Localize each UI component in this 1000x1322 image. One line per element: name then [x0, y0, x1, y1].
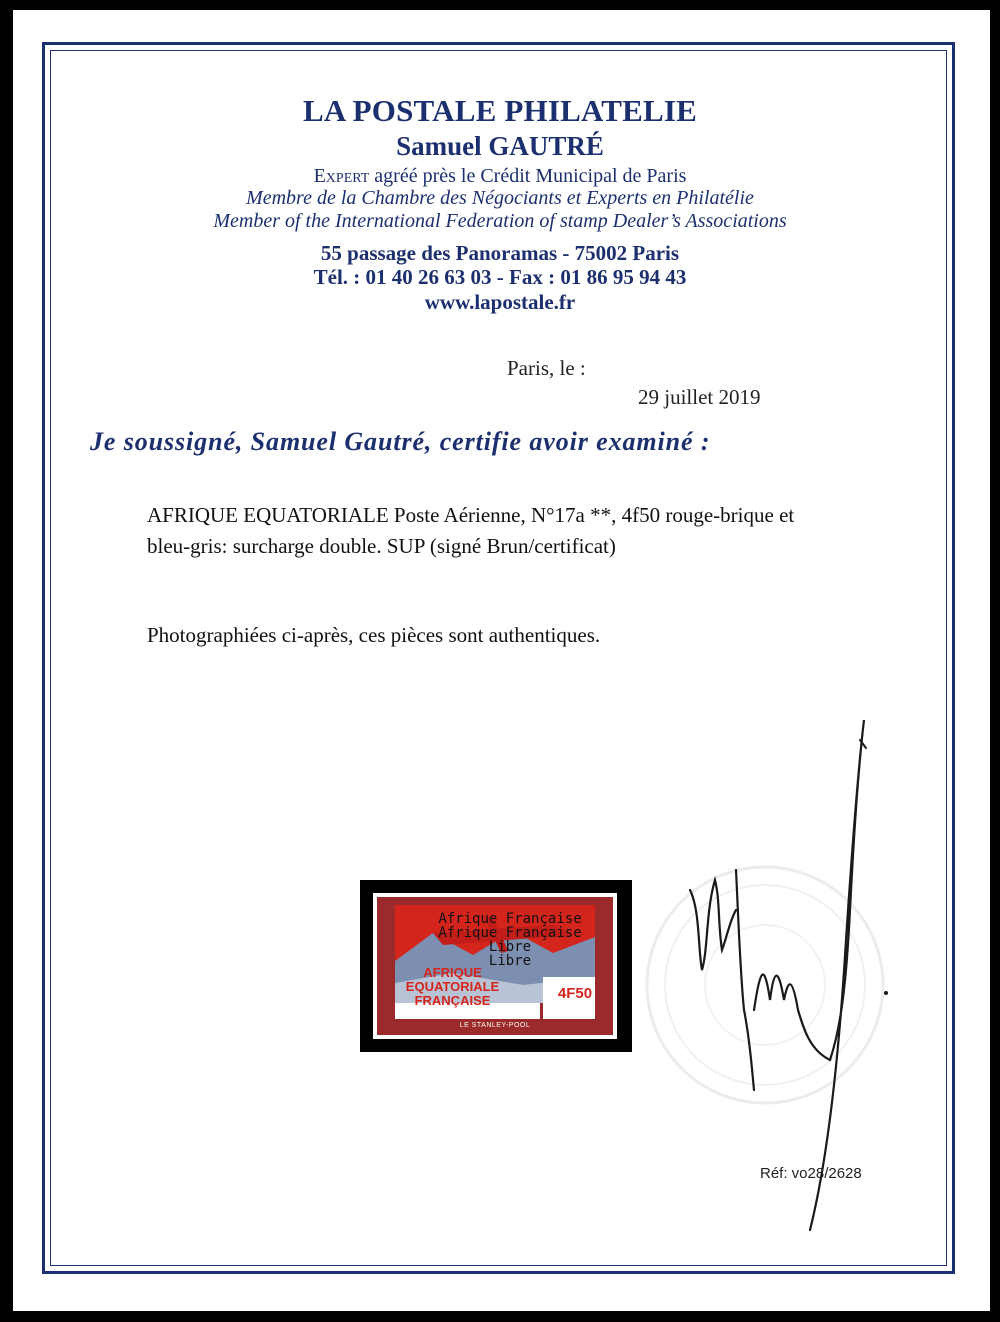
- stamp-name-line-2: EQUATORIALE: [405, 979, 500, 994]
- stamp-country-name: [380, 966, 525, 1008]
- website: www.lapostale.fr: [424, 290, 576, 314]
- stamp-overprint: [410, 912, 610, 968]
- accreditation-rest: agréé près le Crédit Municipal de Paris: [369, 165, 687, 187]
- place-label: Paris, le :: [507, 356, 586, 380]
- stamp-face-value: 4F50: [557, 985, 593, 1002]
- accreditation: [0, 165, 1000, 188]
- membership-english: Member of the International Federation of stamp Dealer’s Associations: [213, 210, 787, 232]
- handwritten-signature: [680, 710, 910, 1240]
- address: 55 passage des Panoramas - 75002 Paris: [320, 241, 680, 265]
- accreditation-prefix: Expert: [313, 165, 370, 187]
- authenticity-conclusion: Photographiées ci-après, ces pièces sont authentiques.: [147, 623, 601, 647]
- phone-fax: Tél. : 01 40 26 63 03 - Fax : 01 86 95 94 43: [313, 265, 687, 289]
- item-description: AFRIQUE EQUATORIALE Poste Aérienne, N°17a **, 4f50 rouge-brique et bleu-gris: surcharge double. SUP (signé Brun/certificat): [147, 503, 795, 558]
- certification-statement: Je soussigné, Samuel Gautré, certifie avoir examiné :: [90, 427, 711, 456]
- membership-french: Membre de la Chambre des Négociants et Experts en Philatélie: [246, 187, 754, 209]
- company-name: LA POSTALE PHILATELIE: [302, 93, 698, 128]
- overprint-line-3: Libre: [488, 939, 532, 955]
- overprint-line-2: Afrique Française: [438, 925, 582, 941]
- stamp-name-line-3: FRANÇAISE: [414, 993, 491, 1008]
- stamp-caption: LE STANLEY-POOL: [459, 1022, 531, 1029]
- expert-name: Samuel GAUTRÉ: [396, 131, 604, 161]
- certificate-date: 29 juillet 2019: [638, 385, 761, 409]
- overprint-line-1: Afrique Française: [438, 911, 582, 927]
- reference-number: Réf: vo28/2628: [760, 1165, 862, 1182]
- stamp-name-line-1: AFRIQUE: [423, 965, 482, 980]
- overprint-line-4: Libre: [488, 953, 532, 969]
